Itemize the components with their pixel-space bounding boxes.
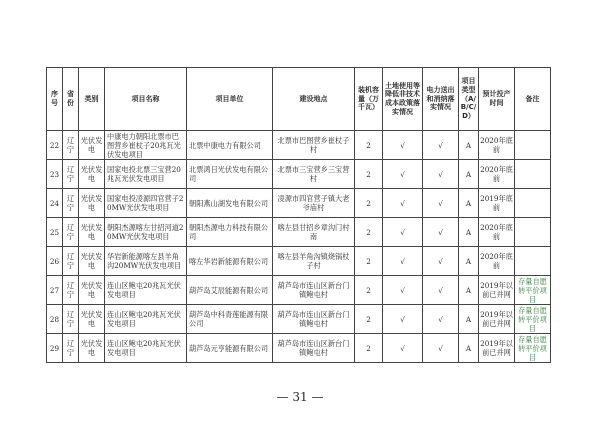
header-index: 序号 xyxy=(47,68,63,131)
cell-grid: √ xyxy=(423,276,459,305)
cell-name: 朝阳杰源喀左甘招河道20MW光伏发电项目 xyxy=(105,218,187,247)
cell-province: 辽宁 xyxy=(63,305,79,334)
cell-land-policy: √ xyxy=(383,247,423,276)
cell-capacity: 2 xyxy=(355,218,383,247)
cell-note: 存量自愿转平价项目 xyxy=(515,305,551,334)
header-capacity: 装机容量（万千瓦） xyxy=(355,68,383,131)
cell-type: A xyxy=(459,160,479,189)
cell-time: 2019年底前 xyxy=(479,189,515,218)
cell-type: A xyxy=(459,218,479,247)
cell-capacity: 2 xyxy=(355,189,383,218)
cell-time: 2020年底前 xyxy=(479,247,515,276)
cell-name: 国家电投凌源四官营子20MW光伏发电项目 xyxy=(105,189,187,218)
cell-note xyxy=(515,247,551,276)
cell-grid: √ xyxy=(423,334,459,363)
cell-type: A xyxy=(459,334,479,363)
table-row xyxy=(47,334,551,363)
cell-name: 中康电力朝阳北票市巴图营乡崔杖子20兆瓦光伏发电项目 xyxy=(105,131,187,160)
project-table xyxy=(46,67,551,363)
header-note: 备注 xyxy=(515,68,551,131)
cell-grid: √ xyxy=(423,189,459,218)
page-number: — 31 — xyxy=(276,390,324,404)
table-header-row xyxy=(47,68,551,131)
cell-land-policy: √ xyxy=(383,305,423,334)
cell-province: 辽宁 xyxy=(63,247,79,276)
header-name: 项目名称 xyxy=(105,68,187,131)
cell-land-policy: √ xyxy=(383,218,423,247)
cell-land-policy: √ xyxy=(383,189,423,218)
cell-index: 25 xyxy=(47,218,63,247)
cell-capacity: 2 xyxy=(355,247,383,276)
cell-index: 29 xyxy=(47,334,63,363)
cell-location: 凌源市四官营子镇大老爷庙村 xyxy=(273,189,355,218)
cell-category: 光伏发电 xyxy=(79,276,105,305)
cell-time: 2020年底前 xyxy=(479,218,515,247)
cell-category: 光伏发电 xyxy=(79,131,105,160)
table-row xyxy=(47,247,551,276)
cell-location: 北票市三宝营乡三宝营村 xyxy=(273,160,355,189)
cell-land-policy: √ xyxy=(383,276,423,305)
cell-grid: √ xyxy=(423,218,459,247)
cell-time: 2019年以前已并网 xyxy=(479,334,515,363)
cell-name: 连山区鲍屯20兆瓦光伏发电项目 xyxy=(105,334,187,363)
cell-note xyxy=(515,160,551,189)
header-grid: 电力送出和消纳落实情况 xyxy=(423,68,459,131)
cell-name: 国家电投北票三宝营20兆瓦光伏发电项目 xyxy=(105,160,187,189)
cell-index: 22 xyxy=(47,131,63,160)
cell-grid: √ xyxy=(423,247,459,276)
cell-type: A xyxy=(459,131,479,160)
cell-grid: √ xyxy=(423,305,459,334)
cell-note: 存量自愿转平价项目 xyxy=(515,334,551,363)
cell-category: 光伏发电 xyxy=(79,305,105,334)
cell-location: 喀左县羊角沟镇烧锅杖子村 xyxy=(273,247,355,276)
cell-note xyxy=(515,131,551,160)
cell-note xyxy=(515,189,551,218)
cell-category: 光伏发电 xyxy=(79,218,105,247)
cell-unit: 葫芦岛艾辰能源有限公司 xyxy=(187,276,273,305)
header-location: 建设地点 xyxy=(273,68,355,131)
cell-note: 存量自愿转平价项目 xyxy=(515,276,551,305)
cell-index: 27 xyxy=(47,276,63,305)
cell-category: 光伏发电 xyxy=(79,160,105,189)
header-unit: 项目单位 xyxy=(187,68,273,131)
table-row xyxy=(47,160,551,189)
cell-province: 辽宁 xyxy=(63,189,79,218)
cell-province: 辽宁 xyxy=(63,160,79,189)
cell-location: 葫芦岛市连山区新台门镇鲍屯村 xyxy=(273,276,355,305)
cell-unit: 朝阳燕山湖发电有限公司 xyxy=(187,189,273,218)
cell-location: 喀左县甘招乡章沟门村南 xyxy=(273,218,355,247)
cell-time: 2020年底前 xyxy=(479,131,515,160)
cell-note xyxy=(515,218,551,247)
cell-name: 连山区鲍屯20兆瓦光伏发电项目 xyxy=(105,276,187,305)
cell-capacity: 2 xyxy=(355,131,383,160)
table-row xyxy=(47,276,551,305)
cell-capacity: 2 xyxy=(355,160,383,189)
table-row xyxy=(47,218,551,247)
cell-unit: 葫芦岛中科青莲能源有限公司 xyxy=(187,305,273,334)
cell-province: 辽宁 xyxy=(63,276,79,305)
cell-type: A xyxy=(459,305,479,334)
cell-name: 华岩新能源喀左县羊角沟20MW光伏发电项目 xyxy=(105,247,187,276)
cell-grid: √ xyxy=(423,131,459,160)
cell-capacity: 2 xyxy=(355,305,383,334)
cell-land-policy: √ xyxy=(383,131,423,160)
cell-unit: 葫芦岛元亨能源有限公司 xyxy=(187,334,273,363)
cell-land-policy: √ xyxy=(383,334,423,363)
cell-unit: 朝阳杰源电力科技有限公司 xyxy=(187,218,273,247)
header-type: 项目类型（A/B/C/D） xyxy=(459,68,479,131)
cell-time: 2019年以前已并网 xyxy=(479,305,515,334)
table-row xyxy=(47,305,551,334)
header-province: 省份 xyxy=(63,68,79,131)
cell-type: A xyxy=(459,276,479,305)
cell-index: 26 xyxy=(47,247,63,276)
cell-province: 辽宁 xyxy=(63,218,79,247)
cell-grid: √ xyxy=(423,160,459,189)
cell-time: 2019年以前已并网 xyxy=(479,276,515,305)
cell-category: 光伏发电 xyxy=(79,247,105,276)
cell-time: 2020年底前 xyxy=(479,160,515,189)
cell-category: 光伏发电 xyxy=(79,189,105,218)
header-time: 预计投产时间 xyxy=(479,68,515,131)
cell-index: 28 xyxy=(47,305,63,334)
header-land-policy: 土地使用等降低非技术成本政策落实情况 xyxy=(383,68,423,131)
cell-type: A xyxy=(459,247,479,276)
cell-unit: 喀左华岩新能源有限公司 xyxy=(187,247,273,276)
cell-capacity: 2 xyxy=(355,334,383,363)
cell-name: 连山区鲍屯20兆瓦光伏发电项目 xyxy=(105,305,187,334)
cell-province: 辽宁 xyxy=(63,334,79,363)
cell-land-policy: √ xyxy=(383,160,423,189)
header-category: 类别 xyxy=(79,68,105,131)
cell-category: 光伏发电 xyxy=(79,334,105,363)
cell-index: 23 xyxy=(47,160,63,189)
cell-capacity: 2 xyxy=(355,276,383,305)
cell-index: 24 xyxy=(47,189,63,218)
cell-unit: 北票鸿日光伏发电有限公司 xyxy=(187,160,273,189)
cell-province: 辽宁 xyxy=(63,131,79,160)
cell-type: A xyxy=(459,189,479,218)
cell-unit: 北票中康电力有限公司 xyxy=(187,131,273,160)
table-row xyxy=(47,189,551,218)
table-row xyxy=(47,131,551,160)
cell-location: 葫芦岛市连山区新台门镇鲍屯村 xyxy=(273,305,355,334)
cell-location: 葫芦岛市连山区新台门镇鲍屯村 xyxy=(273,334,355,363)
cell-location: 北票市巴图营乡崔杖子村 xyxy=(273,131,355,160)
